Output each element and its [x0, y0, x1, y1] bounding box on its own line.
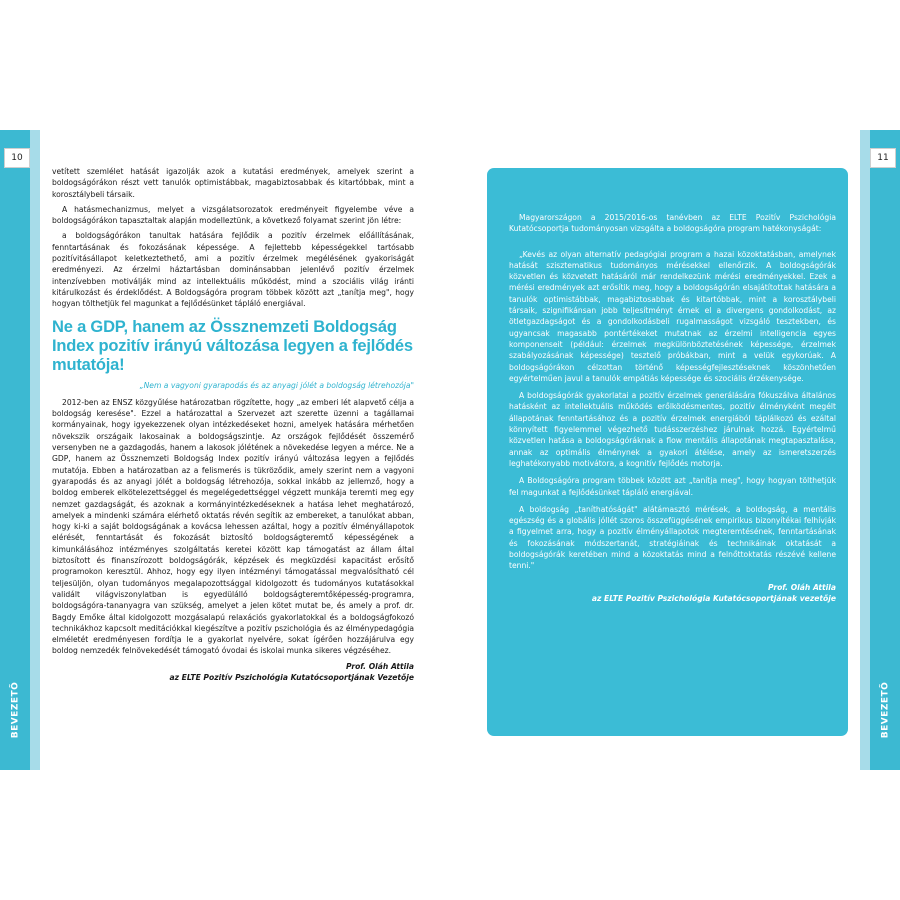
signature-name: Prof. Oláh Attila — [346, 661, 414, 671]
left-page-text — [52, 166, 414, 683]
book-spread — [0, 130, 900, 770]
quote-card — [487, 168, 848, 736]
card-paragraph: A boldogságórák gyakorlatai a pozitív érzelmek generálására fókuszálva általános hatásként az intellektuális működés erőlködésmentes, pozitív élményként megélt állapotának fenntartásához és a pozitív érzelmek energiából táplálkozó és ezáltal könnyített figyelemmel végezhető tudásszerzéshez járulnak hozzá. Egyértelmű közvetlen hatása a boldogságóráknak a flow mentális állapotának megtapasztalása, annak az optimális élménynek a gyakori átélése, amely az ismeretszerzés leghatékonyabb motivátora, a kognitív fejlődés motorja. — [509, 391, 836, 468]
signature-title: az ELTE Pozitív Pszichológia Kutatócsoportjának Vezetője — [169, 672, 414, 682]
card-paragraph: A boldogság „taníthatóságát" alátámasztó mérések, a boldogság, a mentális egészség és a globális jóllét szoros összefüggésének empirikus bizonyítékai felhívják a figyelmet arra, hogy a pozitív élményállapotok megteremtésének, fenntartásának és fokozásának módszertanát, stratégiáinak és technikáinak oktatását a boldogságórák keretében mind a közoktatás mind a felnőttoktatás részévé kellene tenni." — [509, 504, 836, 571]
body-paragraph: 2012-ben az ENSZ közgyűlése határozatban rögzítette, hogy „az emberi lét alapvető célja a boldogság keresése". Ezzel a határozattal a Szervezet azt szerette üzenni a tagállamai kormányainak, hogy igyekezzenek olyan intézkedéseket hozni, amelyek hatására mérhetően növekszik országaik lakosainak a boldogságszintje. Az országok fejlődését összemérő versenyben ne a gazdagodás, hanem a lakosok jólétének a növekedése legyen a mérce. Ne a GDP, hanem az Össznemzeti Boldogság Index pozitív irányú változása legyen a fejlődés mutatója. Ebben a határozatban az a felismerés is tükröződik, amely szerint nem a vagyoni gyarapodás és az anyagi jólét a boldogság létrehozója, sokkal inkább az jellemző, hogy a boldog emberek elkötelezettséggel és megelégedettséggel végzett munkája teremti meg egy nemzet gazdagságát, és azoknak a kormányintézkedéseknek a hatása lehet meghatározó, amelyek a mindenki számára elérhető oktatás révén segítik az embereket, a tanulókat abban, hogy ki-ki a saját boldogságának a kovácsa lehessen azáltal, hogy a pozitív élményállapotok elérését, fenntartását és fokozását biztosító boldogságteremtő képességének a kimunkálásához intézményes szolgáltatás keretei között kap támogatást az állam által biztosított és finanszírozott boldogságórák, képzések és megküzdési kapacitást erősítő programokon keresztül. Ahhoz, hogy egy ilyen intézményi támogatással megvalósítható cél teljesüljön, olyan tudományos megalapozottsággal kidolgozott és tudományos kutatásokkal validált világviszonylatban is egyedülálló boldogságteremtőképesség-programra, boldogságóra-tananyagra van szükség, amelyet a jelen kötet mutat be, és amely a prof. dr. Bagdy Emőke által kidolgozott mozgásalapú relaxációs gyakorlatokkal és a boldogságfokozó technikákhoz kapcsolt meditációkkal kiegészítve a pozitív pszichológia és az élménypedagógia elméletét eredményesen fordítja le a gyakorlat nyelvére, sokat ígérően hozzájárulva egy boldog nemzedék felnövekedését támogató óvodai és iskolai munka sikeres végzéséhez. — [52, 397, 414, 656]
card-paragraph: „Kevés az olyan alternatív pedagógiai program a hazai közoktatásban, amelynek hatását szisztematikus tudományos mérésekkel ellenőrzik. A boldogságórák közvetlen és közvetett hatásáról már rendelkezünk mérési eredményekkel. Ezek a mérési eredmények azt erősítik meg, hogy a boldogságórán elsajátítottak hatására a tanulók optimistábbak, magabiztosabbak és kitartóbbak, mint a korosztálybeli társaik, szignifikánsan jobb teljesítményt érnek el a divergens gondolkodást, az ötletgazdagságot és a gondolkodásbeli rugalmasságot vizsgáló tesztekben, és ugyancsak magasabb pontértékeket mutatnak az érzelmi intelligencia egyes komponenseit (például: érzelmek megkülönböztetésének képessége, érzelmek szabályozásának képessége) tesztelő próbákban, mint a velük egykorúak. A boldogságórákon célzottan történő képességfejlesztéseknek köszönhetően egyértelműen javul a tanulók empátiás képessége és szociális érzékenysége. — [509, 249, 836, 383]
card-paragraph: A Boldogságóra program többek között azt „tanítja meg", hogy hogyan tölthetjük fel magunkat a fejlődésünket tápláló energiával. — [509, 476, 836, 497]
right-edge-stripe — [860, 130, 900, 770]
page-number-left: 10 — [4, 148, 30, 168]
signature-right — [509, 582, 836, 604]
section-heading: Ne a GDP, hanem az Össznemzeti Boldogság Index pozitív irányú változása legyen a fejlődés mutatója! — [52, 317, 413, 374]
paragraph: vetített szemlélet hatását igazolják azok a kutatási eredmények, amelyek szerint a boldogságórákon részt vett tanulók optimistábbak, magabiztosabbak és kitartóbbak, mint a korosztálybeli társaik. — [52, 167, 414, 199]
page-number-right: 11 — [870, 148, 896, 168]
paragraph: a boldogságórákon tanultak hatására fejlődik a pozitív érzelmek előállításának, fenntartásának és fokozásának képessége. A fejlettebb képességekkel tartósabb pozitívitásállapot keletkeztethető, ami a pozitív érzelmek megélésének gyakoriságát eredményezi. Az érzelmi háztartásban dominánsabban jelenlévő pozitív érzelmek intenzívebben motiválják mind az intellektuális működést, mind a szociális világ iránti kitárulkozást és érdeklődést. A Boldogságóra program többek között azt „tanítja meg", hogy hogyan tölthetjük fel magunkat a fejlődésünket tápláló energiával. — [52, 231, 414, 309]
side-label-left: BEVEZETŐ — [10, 681, 20, 739]
side-label-right: BEVEZETŐ — [880, 681, 890, 739]
left-edge-stripe — [0, 130, 40, 770]
section-subheading: „Nem a vagyoni gyarapodás és az anyagi jólét a boldogság létrehozója" — [139, 380, 414, 390]
card-intro: Magyarországon a 2015/2016-os tanévben az ELTE Pozitív Pszichológia Kutatócsoportja tudományosan vizsgálta a boldogságóra program hatékonyságát: — [509, 213, 836, 234]
signature-left — [52, 661, 414, 683]
signature-title: az ELTE Pozitív Pszichológia Kutatócsoportjának vezetője — [591, 593, 836, 603]
paragraph: A hatásmechanizmus, melyet a vizsgálatsorozatok eredményeit figyelembe véve a boldogságórákon tapasztaltak alapján modelleztünk, a következő folyamat szerint jön létre: — [52, 204, 414, 226]
signature-name: Prof. Oláh Attila — [768, 582, 836, 592]
